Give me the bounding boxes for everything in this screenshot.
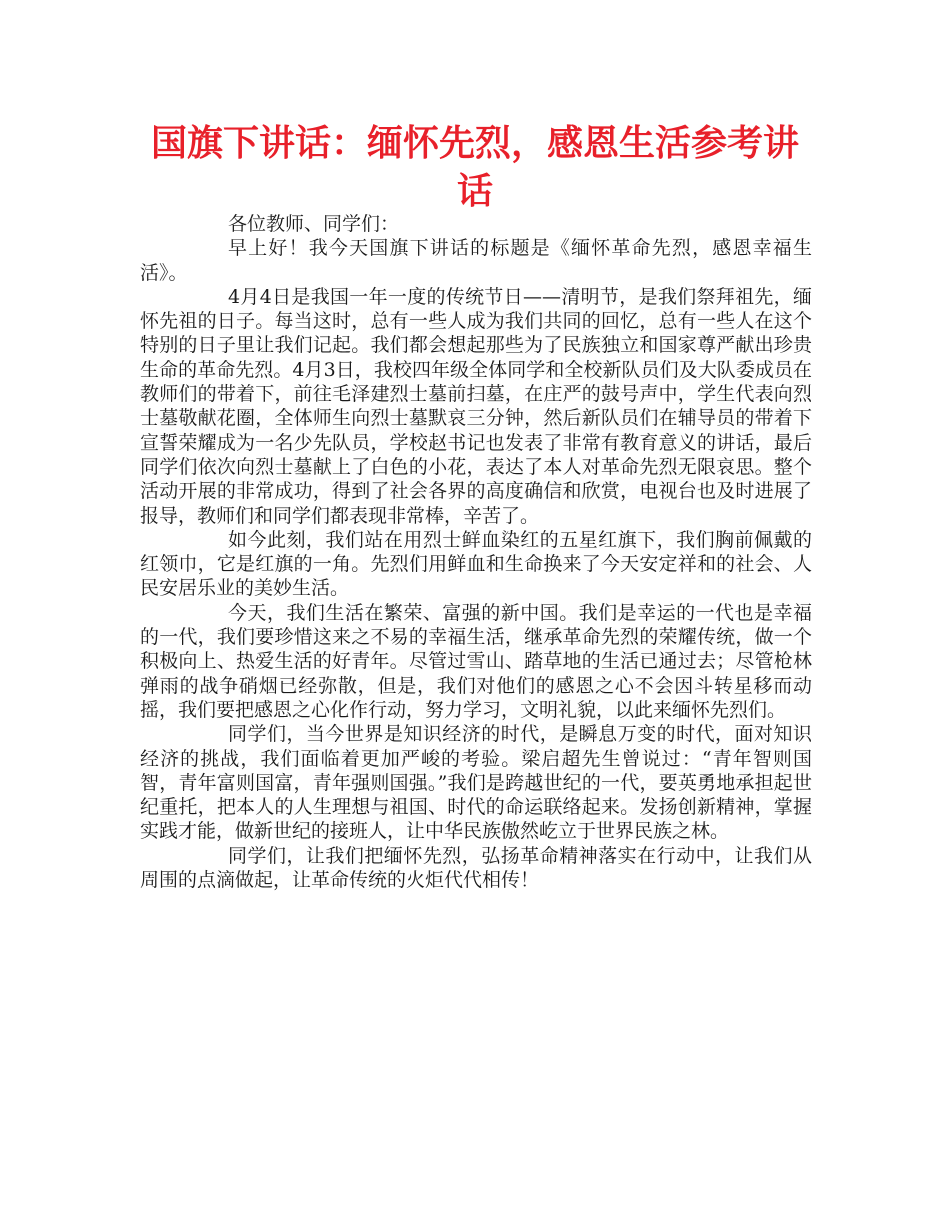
closing-paragraph: 同学们，让我们把缅怀先烈，弘扬革命精神落实在行动中，让我们从周围的点滴做起，让革命传统的火炬代代相传！ xyxy=(140,844,812,892)
body-paragraph: 今天，我们生活在繁荣、富强的新中国。我们是幸运的一代也是幸福的一代，我们要珍惜这来之不易的幸福生活，继承革命先烈的荣耀传统，做一个积极向上、热爱生活的好青年。尽管过雪山、踏草地的生活已通过去；尽管枪林弹雨的战争硝烟已经弥散，但是，我们对他们的感恩之心不会因斗转星移而动摇，我们要把感恩之心化作行动，努力学习，文明礼貌，以此来缅怀先烈们。 xyxy=(140,601,812,721)
document-title: 国旗下讲话：缅怀先烈，感恩生活参考讲话 xyxy=(150,123,799,212)
body-paragraph: 同学们，当今世界是知识经济的时代，是瞬息万变的时代，面对知识经济的挑战，我们面临着更加严峻的考验。梁启超先生曾说过：“青年智则国智，青年富则国富，青年强则国强。”我们是跨越世纪的一代，要英勇地承担起世纪重托，把本人的人生理想与祖国、时代的命运联络起来。发扬创新精神，掌握实践才能，做新世纪的接班人，让中华民族傲然屹立于世界民族之林。 xyxy=(140,723,812,843)
salutation: 各位教师、同学们： xyxy=(228,213,400,235)
body-paragraph: 早上好！我今天国旗下讲话的标题是《缅怀革命先烈，感恩幸福生活》。 xyxy=(140,237,812,284)
body-paragraph: 如今此刻，我们站在用烈士鲜血染红的五星红旗下，我们胸前佩戴的红领巾，它是红旗的一角。先烈们用鲜血和生命换来了今天安定祥和的社会、人民安居乐业的美妙生活。 xyxy=(140,528,812,600)
document-body xyxy=(140,212,812,892)
body-paragraph: 4月4日是我国一年一度的传统节日——清明节，是我们祭拜祖先，缅怀先祖的日子。每当这时，总有一些人成为我们共同的回忆，总有一些人在这个特别的日子里让我们记起。我们都会想起那些为了民族独立和国家尊严献出珍贵生命的革命先烈。4月3日，我校四年级全体同学和全校新队员们及大队委成员在教师们的带着下，前往毛泽建烈士墓前扫墓，在庄严的鼓号声中，学生代表向烈士墓敬献花圈，全体师生向烈士墓默哀三分钟，然后新队员们在辅导员的带着下宣誓荣耀成为一名少先队员，学校赵书记也发表了非常有教育意义的讲话，最后同学们依次向烈士墓献上了白色的小花，表达了本人对革命先烈无限哀思。整个活动开展的非常成功，得到了社会各界的高度确信和欣赏，电视台也及时进展了报导，教师们和同学们都表现非常棒，辛苦了。 xyxy=(140,285,812,527)
